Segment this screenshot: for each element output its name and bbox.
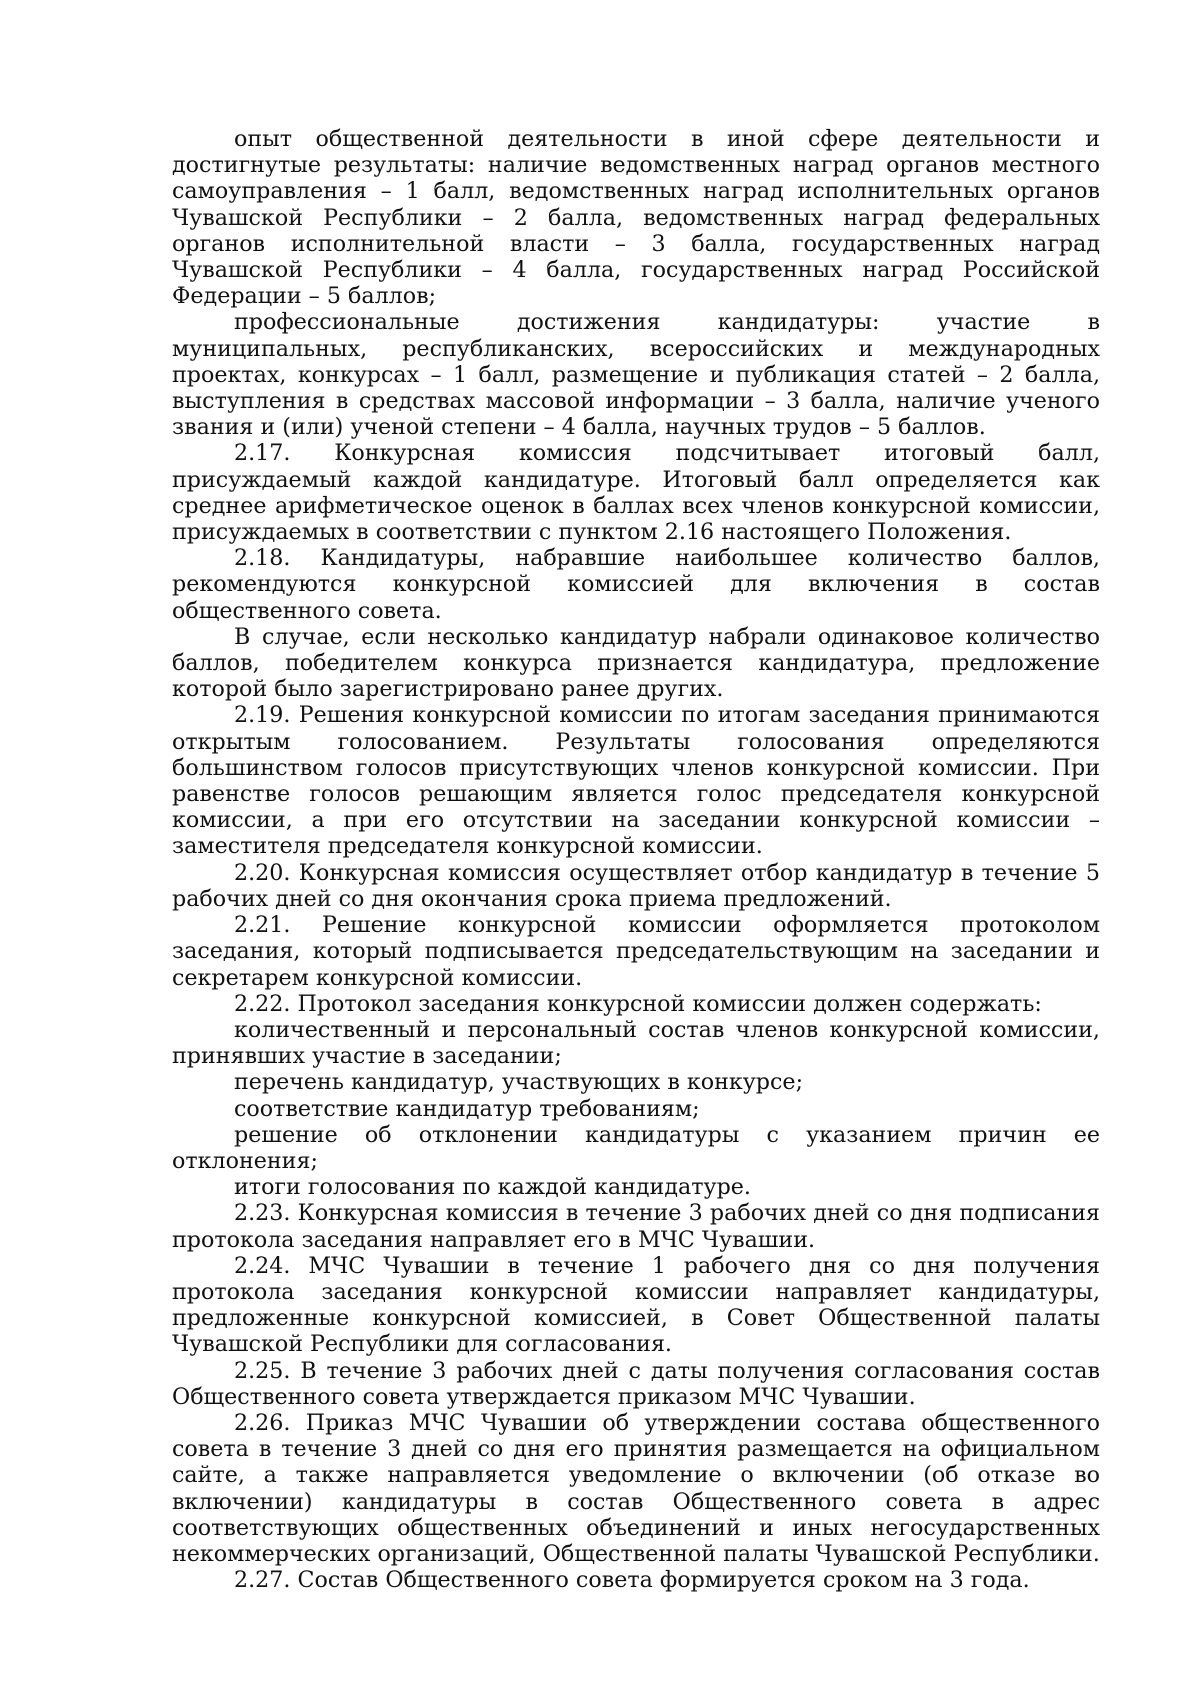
paragraph-2-21: 2.21. Решение конкурсной комиссии оформляется протоколом заседания, который подписывается председательствующим на заседании и секретарем конкурсной комиссии. [172,912,1100,991]
paragraph-2-26: 2.26. Приказ МЧС Чувашии об утверждении состава общественного совета в течение 3 дней со дня его принятия размещается на официальном сайте, а также направляется уведомление о включении (об отказе во включении) кандидатуры в состав Общественного совета в адрес соответствующих общественных объединений и иных негосударственных некоммерческих организаций, Общественной палаты Чувашской Республики. [172,1409,1100,1567]
paragraph-2-23: 2.23. Конкурсная комиссия в течение 3 рабочих дней со дня подписания протокола заседания направляет его в МЧС Чувашии. [172,1200,1100,1253]
list-item-composition: количественный и персональный состав членов конкурсной комиссии, принявших участие в заседании; [172,1016,1100,1070]
paragraph-professional-achievements: профессиональные достижения кандидатуры: участие в муниципальных, республиканских, всероссийских и международных проектах, конкурсах – 1 балл, размещение и публикация статей – 2 балла, выступления в средствах массовой информации – 3 балла, наличие ученого звания и (или) ученой степени – 4 балла, научных трудов – 5 баллов. [172,309,1100,441]
paragraph-2-17: 2.17. Конкурсная комиссия подсчитывает итоговый балл, присуждаемый каждой кандидатуре. Итоговый балл определяется как среднее арифметическое оценок в баллах всех членов конкурсной комиссии, присуждаемых в соответствии с пунктом 2.16 настоящего Положения. [172,440,1100,546]
list-item-requirements: соответствие кандидатур требованиям; [234,1095,700,1122]
paragraph-2-20: 2.20. Конкурсная комиссия осуществляет отбор кандидатур в течение 5 рабочих дней со дня окончания срока приема предложений. [172,859,1100,912]
document-body [172,126,1100,1593]
list-item-rejection: решение об отклонении кандидатуры с указанием причин ее отклонения; [172,1121,1100,1174]
paragraph-public-activity-experience: опыт общественной деятельности в иной сфере деятельности и достигнутые результаты: наличие ведомственных наград органов местного самоуправления – 1 балл, ведомственных наград исполнительных органов Чувашской Республики – 2 балла, ведомственных наград федеральных органов исполнительной власти – 3 балла, государственных наград Чувашской Республики – 4 балла, государственных наград Российской Федерации – 5 баллов; [172,126,1100,310]
paragraph-2-24: 2.24. МЧС Чувашии в течение 1 рабочего дня со дня получения протокола заседания конкурсной комиссии направляет кандидатуры, предложенные конкурсной комиссией, в Совет Общественной палаты Чувашской Республики для согласования. [172,1252,1100,1358]
paragraph-2-19: 2.19. Решения конкурсной комиссии по итогам заседания принимаются открытым голосованием. Результаты голосования определяются большинством голосов присутствующих членов конкурсной комиссии. При равенстве голосов решающим является голос председателя конкурсной комиссии, а при его отсутствии на заседании конкурсной комиссии – заместителя председателя конкурсной комиссии. [172,702,1100,860]
list-item-voting-results: итоги голосования по каждой кандидатуре. [234,1174,751,1201]
paragraph-2-18: 2.18. Кандидатуры, набравшие наибольшее количество баллов, рекомендуются конкурсной комиссией для включения в состав общественного совета. [172,545,1100,624]
paragraph-2-22: 2.22. Протокол заседания конкурсной комиссии должен содержать: [234,990,1042,1017]
paragraph-equal-score: В случае, если несколько кандидатур набрали одинаковое количество баллов, победителем конкурса признается кандидатура, предложение которой было зарегистрировано ранее других. [172,623,1100,703]
list-item-candidates: перечень кандидатур, участвующих в конкурсе; [234,1069,804,1096]
paragraph-2-27: 2.27. Состав Общественного совета формируется сроком на 3 года. [234,1567,1030,1594]
paragraph-2-25: 2.25. В течение 3 рабочих дней с даты получения согласования состав Общественного совета утверждается приказом МЧС Чувашии. [172,1357,1100,1410]
